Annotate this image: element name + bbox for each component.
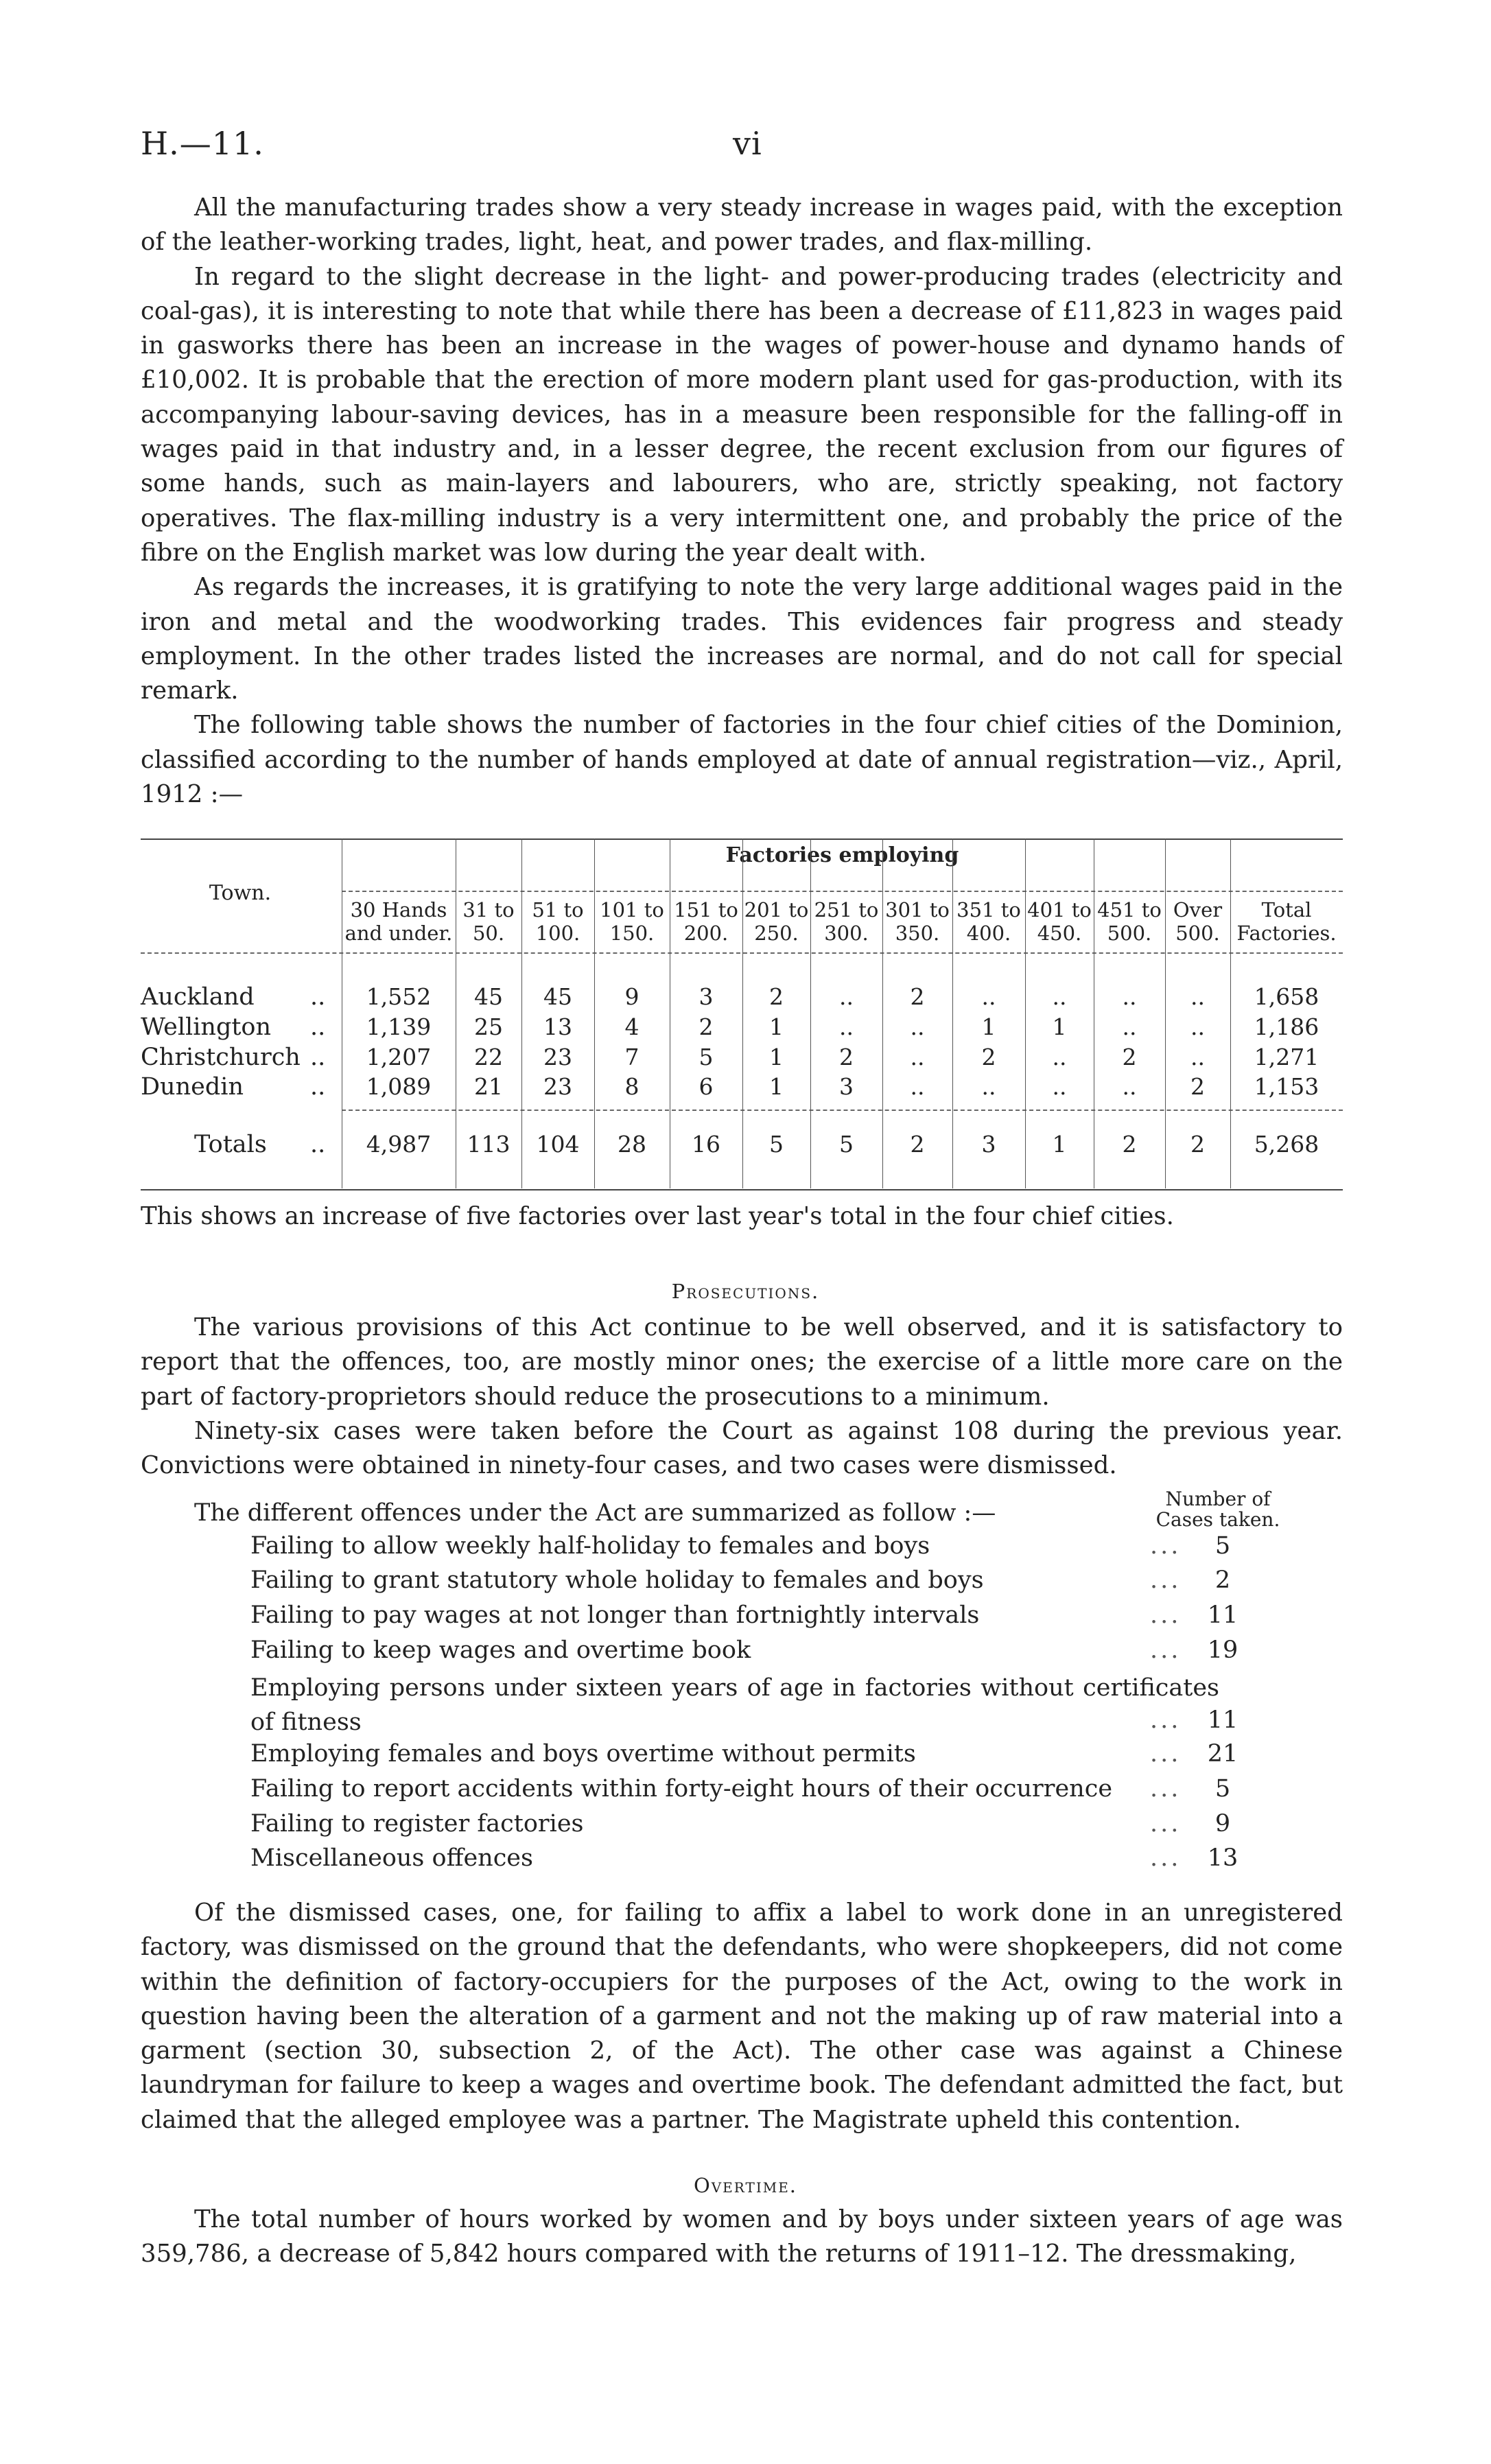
table-cell: 3 — [839, 1073, 854, 1100]
table-cell: 1 — [1052, 1013, 1067, 1040]
dot-leader: ... — [1150, 1532, 1182, 1560]
offence-label: Employing females and boys overtime without permits — [250, 1740, 916, 1768]
offence-label: Failing to report accidents within forty-eight hours of their occurrence — [250, 1775, 1113, 1803]
table-cell: 1 — [769, 1044, 784, 1070]
paragraph: This shows an increase of five factories over last year's total in the four chief cities. — [141, 1202, 1174, 1230]
table-cell: 2 — [1190, 1073, 1205, 1100]
paragraph: The following table shows the number of factories in the four chief cities of the Dominion, classified according to the number of hands employed at date of annual registration—viz., April, 1912 :— — [141, 711, 1343, 809]
row-dots: .. — [310, 1131, 326, 1158]
town-name: Christchurch — [141, 1044, 301, 1071]
totals-cell: 2 — [910, 1131, 925, 1158]
header-bottom-rule — [141, 952, 1343, 954]
table-bottom-rule — [141, 1189, 1343, 1190]
page-reference: H.—11. — [141, 125, 264, 162]
table-cell: 23 — [543, 1044, 572, 1070]
totals-rule — [342, 1110, 1343, 1111]
table-cell: 23 — [543, 1073, 572, 1100]
row-dots: .. — [310, 1044, 326, 1071]
table-cell: 2 — [1122, 1044, 1137, 1070]
offence-count: 21 — [1207, 1740, 1238, 1768]
table-cell: .. — [910, 1073, 925, 1100]
totals-cell: 1 — [1052, 1131, 1067, 1158]
column-header: Over 500. — [1173, 898, 1223, 945]
table-cell: 1,089 — [366, 1073, 432, 1100]
town-name: Dunedin — [141, 1073, 244, 1101]
table-cell: 2 — [769, 983, 784, 1010]
factories-employing-header: Factories employing — [725, 843, 959, 867]
after-table-text — [141, 1199, 1343, 1234]
table-cell: 4 — [624, 1013, 639, 1040]
table-cell: 1,153 — [1254, 1073, 1319, 1100]
row-dots: .. — [310, 1073, 326, 1101]
offence-label: Failing to pay wages at not longer than fortnightly intervals — [250, 1601, 980, 1629]
table-cell: 13 — [543, 1013, 572, 1040]
totals-label: Totals — [194, 1131, 267, 1158]
dot-leader: ... — [1150, 1775, 1182, 1803]
offence-count: 5 — [1214, 1775, 1231, 1803]
column-header: 301 to 350. — [885, 898, 950, 945]
table-cell: .. — [1190, 1044, 1205, 1070]
table-cell: 25 — [474, 1013, 503, 1040]
table-cell: 1,658 — [1254, 983, 1319, 1010]
table-cell: .. — [910, 1013, 925, 1040]
offence-label: Failing to allow weekly half-holiday to females and boys — [250, 1532, 930, 1560]
offence-label: Failing to register factories — [250, 1810, 584, 1838]
table-cell: .. — [1122, 983, 1137, 1010]
paragraph: In regard to the slight decrease in the light- and power-producing trades (electricity and coal-gas), it is interesting to note that while there has been a decrease of £11,823 in wages paid in gasworks there has been an increase in the wages of power-house and dynamo hands of £10,002. It is probable that the erection of more modern plant used for gas-production, with its accompanying labour-saving devices, has in a measure been responsible for the falling-off in wages paid in that industry and, in a lesser degree, the recent exclusion from our figures of some hands, such as main-layers and labourers, who are, strictly speaking, not factory operatives. The flax-milling industry is a very intermittent one, and probably the price of the fibre on the English market was low during the year dealt with. — [141, 262, 1343, 567]
totals-cell: 16 — [692, 1131, 720, 1158]
totals-cell: 3 — [981, 1131, 996, 1158]
town-name: Auckland — [141, 983, 255, 1011]
table-cell: .. — [1190, 983, 1205, 1010]
table-cell: 1,186 — [1254, 1013, 1319, 1040]
prosecutions-paragraphs — [141, 1311, 1343, 1483]
table-cell: 45 — [474, 983, 503, 1010]
table-cell: 2 — [910, 983, 925, 1010]
overtime-heading: Overtime. — [693, 2174, 798, 2197]
offence-label: Employing persons under sixteen years of age in factories without certificates of fitness — [250, 1674, 1219, 1736]
dot-leader: ... — [1150, 1706, 1182, 1734]
paragraph: Ninety-six cases were taken before the Court as against 108 during the previous year. Convictions were obtained in ninety-four cases, and two cases were dismissed. — [141, 1416, 1343, 1480]
table-cell: .. — [839, 1013, 854, 1040]
offence-label: Failing to grant statutory whole holiday to females and boys — [250, 1567, 984, 1594]
town-name: Wellington — [141, 1013, 272, 1041]
paragraph: All the manufacturing trades show a very steady increase in wages paid, with the exception of the leather-working trades, light, heat, and power trades, and flax-milling. — [141, 193, 1343, 257]
column-header: 401 to 450. — [1027, 898, 1092, 945]
table-cell: .. — [1122, 1073, 1137, 1100]
table-cell: .. — [981, 1073, 996, 1100]
column-header: 31 to 50. — [462, 898, 515, 945]
paragraph: Of the dismissed cases, one, for failing to affix a label to work done in an unregistered factory, was dismissed on the ground that the defendants, who were shopkeepers, did not come within the definition of factory-occupiers for the purposes of the Act, owing to the work in question having been the alteration of a garment and not the making up of raw material into a garment (section 30, subsection 2, of the Act). The other case was against a Chinese laundryman for failure to keep a wages and overtime book. The defendant admitted the fact, but claimed that the alleged employee was a partner. The Magistrate upheld this contention. — [141, 1899, 1343, 2134]
totals-cell: 113 — [467, 1131, 510, 1158]
table-cell: 1,552 — [366, 983, 432, 1010]
column-header: 151 to 200. — [674, 898, 738, 945]
table-cell: 2 — [698, 1013, 714, 1040]
table-cell: 1,207 — [366, 1044, 432, 1070]
totals-cell: 104 — [536, 1131, 580, 1158]
paragraph: The various provisions of this Act continue to be well observed, and it is satisfactory to report that the offences, too, are mostly minor ones; the exercise of a little more care on the part of factory-proprietors should reduce the prosecutions to a minimum. — [141, 1313, 1343, 1411]
table-cell: .. — [910, 1044, 925, 1070]
totals-cell: 4,987 — [366, 1131, 432, 1158]
table-cell: .. — [1122, 1013, 1137, 1040]
offence-label: Miscellaneous offences — [250, 1844, 533, 1872]
dot-leader: ... — [1150, 1740, 1182, 1768]
town-header: Town. — [209, 881, 272, 905]
row-dots: .. — [310, 983, 326, 1011]
table-cell: 1 — [769, 1073, 784, 1100]
dot-leader: ... — [1150, 1567, 1182, 1594]
table-cell: 7 — [624, 1044, 639, 1070]
column-header: 30 Hands and under. — [344, 898, 453, 945]
column-header: 251 to 300. — [814, 898, 879, 945]
offence-label: Failing to keep wages and overtime book — [250, 1636, 751, 1664]
column-header: 51 to 100. — [532, 898, 584, 945]
table-cell: 5 — [698, 1044, 714, 1070]
dot-leader: ... — [1150, 1844, 1182, 1872]
offence-count: 11 — [1207, 1706, 1238, 1734]
table-cell: .. — [1052, 1044, 1067, 1070]
column-header: 101 to 150. — [600, 898, 664, 945]
paragraph: The total number of hours worked by women and by boys under sixteen years of age was 359,786, a decrease of 5,842 hours compared with the returns of 1911–12. The dressmaking, — [141, 2205, 1343, 2268]
table-cell: 1 — [769, 1013, 784, 1040]
totals-cell: 2 — [1190, 1131, 1205, 1158]
table-cell: 3 — [698, 983, 714, 1010]
cases-taken-header: Number of Cases taken. — [1155, 1488, 1280, 1531]
overtime-paragraph — [141, 2203, 1343, 2272]
group-header-rule — [342, 891, 1343, 892]
offences-intro: The different offences under the Act are summarized as follow :— — [194, 1499, 996, 1527]
totals-cell: 5,268 — [1254, 1131, 1319, 1158]
table-cell: 21 — [474, 1073, 503, 1100]
offence-count: 11 — [1207, 1601, 1238, 1629]
offence-count: 9 — [1214, 1810, 1231, 1838]
prosecutions-heading: Prosecutions. — [671, 1280, 820, 1303]
table-cell: 1,139 — [366, 1013, 432, 1040]
table-top-rule — [141, 838, 1343, 840]
table-cell: .. — [839, 983, 854, 1010]
column-header: 351 to 400. — [956, 898, 1021, 945]
offence-count: 19 — [1207, 1636, 1238, 1664]
dot-leader: ... — [1150, 1810, 1182, 1838]
table-cell: 45 — [543, 983, 572, 1010]
offence-count: 5 — [1214, 1532, 1231, 1560]
table-cell: .. — [1190, 1013, 1205, 1040]
table-cell: 8 — [624, 1073, 639, 1100]
dot-leader: ... — [1150, 1601, 1182, 1629]
offence-count: 2 — [1214, 1567, 1231, 1594]
table-cell: 1,271 — [1254, 1044, 1319, 1070]
table-cell: 1 — [981, 1013, 996, 1040]
totals-cell: 5 — [839, 1131, 854, 1158]
table-cell: 9 — [624, 983, 639, 1010]
dismissed-paragraph — [141, 1896, 1343, 2137]
paragraph: As regards the increases, it is gratifying to note the very large additional wages paid in the iron and metal and the woodworking trades. This evidences fair progress and steady employment. In the other trades listed the increases are normal, and do not call for special remark. — [141, 573, 1343, 705]
table-cell: 2 — [981, 1044, 996, 1070]
totals-cell: 28 — [618, 1131, 646, 1158]
offence-count: 13 — [1207, 1844, 1238, 1872]
table-cell: 2 — [839, 1044, 854, 1070]
table-cell: 22 — [474, 1044, 503, 1070]
page-number: vi — [733, 125, 762, 162]
table-cell: .. — [1052, 983, 1067, 1010]
table-cell: 6 — [698, 1073, 714, 1100]
column-header: 201 to 250. — [744, 898, 809, 945]
column-header: Total Factories. — [1236, 898, 1337, 945]
row-dots: .. — [310, 1013, 326, 1041]
totals-cell: 2 — [1122, 1131, 1137, 1158]
table-cell: .. — [1052, 1073, 1067, 1100]
table-cell: .. — [981, 983, 996, 1010]
intro-paragraphs — [141, 191, 1343, 812]
totals-cell: 5 — [769, 1131, 784, 1158]
column-header: 451 to 500. — [1097, 898, 1162, 945]
dot-leader: ... — [1150, 1636, 1182, 1664]
